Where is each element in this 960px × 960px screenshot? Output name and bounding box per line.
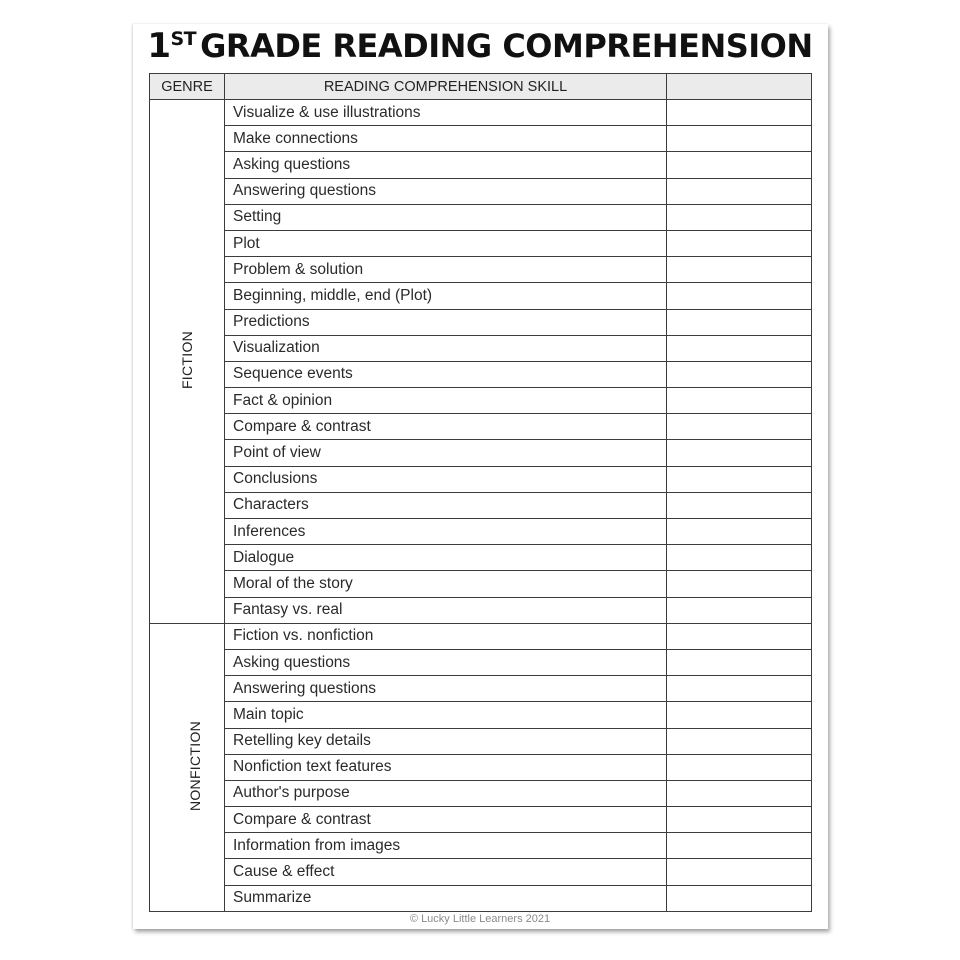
blank-cell bbox=[667, 702, 812, 728]
skill-cell: Fiction vs. nonfiction bbox=[225, 623, 667, 649]
blank-cell bbox=[667, 519, 812, 545]
skills-table bbox=[149, 73, 812, 912]
skill-cell: Sequence events bbox=[225, 361, 667, 387]
skill-cell: Inferences bbox=[225, 519, 667, 545]
table-row bbox=[150, 545, 812, 571]
table-row bbox=[150, 728, 812, 754]
blank-cell bbox=[667, 597, 812, 623]
skill-cell: Visualization bbox=[225, 335, 667, 361]
skill-header: READING COMPREHENSION SKILL bbox=[225, 74, 667, 100]
skill-cell: Dialogue bbox=[225, 545, 667, 571]
skill-cell: Retelling key details bbox=[225, 728, 667, 754]
table-row bbox=[150, 519, 812, 545]
skill-cell: Compare & contrast bbox=[225, 807, 667, 833]
table-row bbox=[150, 388, 812, 414]
blank-cell bbox=[667, 309, 812, 335]
skill-cell: Problem & solution bbox=[225, 257, 667, 283]
skill-cell: Information from images bbox=[225, 833, 667, 859]
table-row bbox=[150, 309, 812, 335]
genre-header: GENRE bbox=[150, 74, 225, 100]
table-row bbox=[150, 623, 812, 649]
skill-cell: Compare & contrast bbox=[225, 414, 667, 440]
table-row bbox=[150, 257, 812, 283]
table-row bbox=[150, 178, 812, 204]
table-row bbox=[150, 571, 812, 597]
table-row bbox=[150, 335, 812, 361]
skill-cell: Fact & opinion bbox=[225, 388, 667, 414]
skill-cell: Summarize bbox=[225, 885, 667, 911]
fiction-genre-cell bbox=[150, 100, 225, 624]
header-row bbox=[150, 74, 812, 100]
skill-cell: Point of view bbox=[225, 440, 667, 466]
title-number: 1 bbox=[147, 26, 171, 66]
blank-cell bbox=[667, 230, 812, 256]
table-row bbox=[150, 702, 812, 728]
table-row bbox=[150, 597, 812, 623]
blank-cell bbox=[667, 649, 812, 675]
skill-cell: Asking questions bbox=[225, 152, 667, 178]
skill-cell: Visualize & use illustrations bbox=[225, 100, 667, 126]
table-row bbox=[150, 440, 812, 466]
table-row bbox=[150, 152, 812, 178]
table-row bbox=[150, 414, 812, 440]
blank-cell bbox=[667, 283, 812, 309]
title-ordinal: ST bbox=[170, 28, 197, 50]
copyright-footer: © Lucky Little Learners 2021 bbox=[409, 913, 551, 925]
blank-cell bbox=[667, 388, 812, 414]
blank-cell bbox=[667, 335, 812, 361]
skill-cell: Setting bbox=[225, 204, 667, 230]
skill-cell: Plot bbox=[225, 230, 667, 256]
title-text: GRADE READING COMPREHENSION bbox=[200, 27, 813, 65]
skill-cell: Predictions bbox=[225, 309, 667, 335]
blank-cell bbox=[667, 492, 812, 518]
blank-cell bbox=[667, 361, 812, 387]
blank-cell bbox=[667, 859, 812, 885]
blank-cell bbox=[667, 414, 812, 440]
blank-cell bbox=[667, 257, 812, 283]
skills-body bbox=[150, 100, 812, 912]
page-title bbox=[0, 26, 960, 66]
skill-cell: Cause & effect bbox=[225, 859, 667, 885]
blank-cell bbox=[667, 571, 812, 597]
table-row bbox=[150, 676, 812, 702]
table-row bbox=[150, 492, 812, 518]
fiction-genre-label: FICTION bbox=[179, 331, 195, 390]
table-row bbox=[150, 649, 812, 675]
blank-cell bbox=[667, 204, 812, 230]
skill-cell: Fantasy vs. real bbox=[225, 597, 667, 623]
nonfiction-genre-cell bbox=[150, 623, 225, 911]
blank-cell bbox=[667, 676, 812, 702]
table-row bbox=[150, 361, 812, 387]
table-row bbox=[150, 100, 812, 126]
table-row bbox=[150, 754, 812, 780]
blank-cell bbox=[667, 754, 812, 780]
blank-cell bbox=[667, 623, 812, 649]
blank-cell bbox=[667, 440, 812, 466]
blank-cell bbox=[667, 807, 812, 833]
nonfiction-genre-label: NONFICTION bbox=[187, 721, 204, 812]
blank-cell bbox=[667, 780, 812, 806]
blank-cell bbox=[667, 178, 812, 204]
table-row bbox=[150, 283, 812, 309]
table-row bbox=[150, 230, 812, 256]
table-row bbox=[150, 204, 812, 230]
skill-cell: Make connections bbox=[225, 126, 667, 152]
table-row bbox=[150, 859, 812, 885]
skill-cell: Answering questions bbox=[225, 178, 667, 204]
blank-cell bbox=[667, 885, 812, 911]
blank-cell bbox=[667, 545, 812, 571]
table-row bbox=[150, 126, 812, 152]
skill-cell: Beginning, middle, end (Plot) bbox=[225, 283, 667, 309]
skill-cell: Asking questions bbox=[225, 649, 667, 675]
skill-cell: Author's purpose bbox=[225, 780, 667, 806]
skill-cell: Characters bbox=[225, 492, 667, 518]
table-row bbox=[150, 833, 812, 859]
skill-cell: Main topic bbox=[225, 702, 667, 728]
blank-cell bbox=[667, 126, 812, 152]
blank-cell bbox=[667, 152, 812, 178]
skill-cell: Nonfiction text features bbox=[225, 754, 667, 780]
blank-cell bbox=[667, 100, 812, 126]
blank-cell bbox=[667, 466, 812, 492]
blank-cell bbox=[667, 833, 812, 859]
extra-header bbox=[667, 74, 812, 100]
skill-cell: Moral of the story bbox=[225, 571, 667, 597]
skill-cell: Answering questions bbox=[225, 676, 667, 702]
table-row bbox=[150, 807, 812, 833]
table-row bbox=[150, 885, 812, 911]
table-row bbox=[150, 466, 812, 492]
table-row bbox=[150, 780, 812, 806]
skill-cell: Conclusions bbox=[225, 466, 667, 492]
blank-cell bbox=[667, 728, 812, 754]
